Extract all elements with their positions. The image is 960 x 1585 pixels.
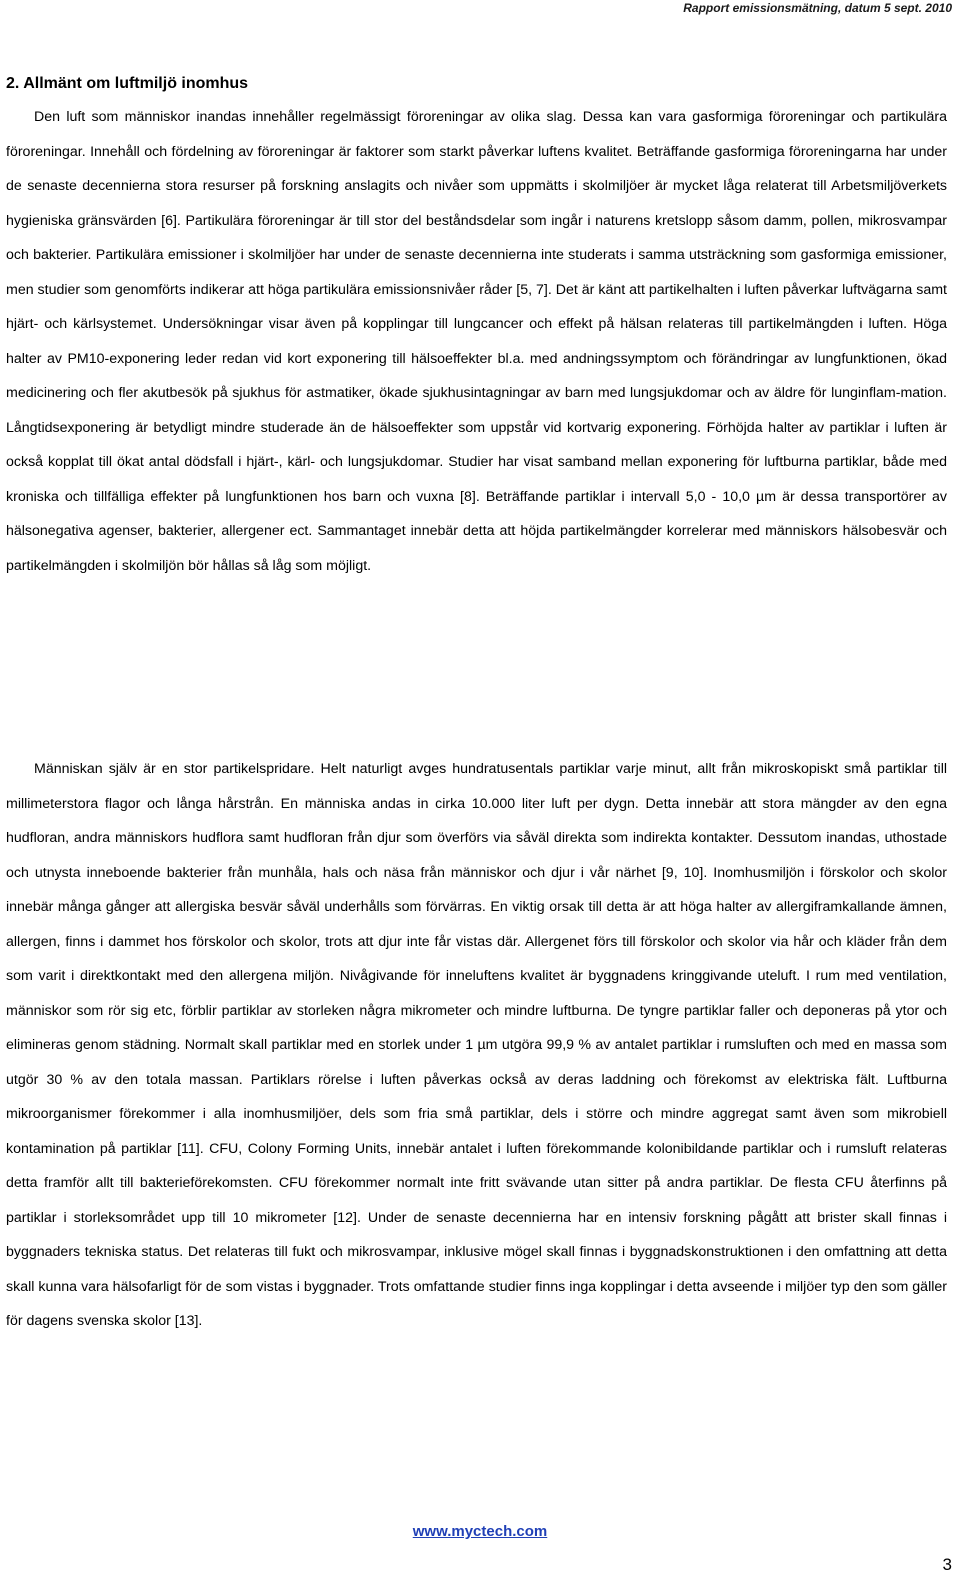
paragraph-text: Den luft som människor inandas innehåller regelmässigt föroreningar av olika slag. Dessa kan vara gasformiga föroreningar och partikulära föroreningar. Innehåll och fördelning av föroreningar är faktorer som starkt påverkar luftens kvalitet. Beträffande gasformiga föroreningarna har under de senaste decennierna stora resurser på forskning anslagits och nivåer som uppmätts i skolmiljöer är mycket låga relaterat till Arbetsmiljöverkets hygieniska gränsvärden [6]. Partikulära föroreningar är till stor del beståndsdelar som ingår i naturens kretslopp såsom damm, pollen, mikrosvampar och bakterier. Partikulära emissioner i skolmiljöer har under de senaste decennierna inte studerats i samma utsträckning som gasformiga emissioner, men studier som genomförts indikerar att höga partikulära emissionsnivåer råder [5, 7]. Det är känt att partikelhalten i luften påverkar luftvägarna samt hjärt- och kärlsystemet. Undersökningar visar även på kopplingar till lungcancer och effekt på hälsan relateras till partikelmängden i luften. Höga halter av PM10-exponering leder redan vid kort exponering till hälsoeffekter bl.a. med andningssymptom och förändringar av lungfunktionen, ökad medicinering och fler akutbesök på sjukhus för astmatiker, ökade sjukhusintagningar av barn med lungsjukdomar och av äldre för lunginflam-mation. Långtidsexponering är betydligt mindre studerade än de hälsoeffekter som uppstår vid kortvarig exponering. Förhöjda halter av partiklar i luften är också kopplat till ökat antal dödsfall i hjärt-, kärl- och lungsjukdomar. Studier har visat samband mellan exponering för luftburna partiklar, både med kroniska och tillfälliga effekter på lungfunktionen hos barn och vuxna [8]. Beträffande partiklar i intervall 5,0 - 10,0 µm är dessa transportörer av hälsonegativa agenser, bakterier, allergener ect. Sammantaget innebär detta att höjda partikelmängder korrelerar med människors hälsobesvär och partikelmängden i skolmiljön bör hållas så låg som möjligt. [6,109,947,574]
paragraph-text: Människan själv är en stor partikelspridare. Helt naturligt avges hundratusentals partiklar varje minut, allt från mikroskopiskt små partiklar till millimeterstora flagor och långa hårstrån. En människa andas in cirka 10.000 liter luft per dygn. Detta innebär att stora mängder av den egna hudfloran, andra människors hudflora samt hudfloran från djur som överförs via såväl direkta som indirekta kontakter. Dessutom inandas, uthostade och utnysta inneboende bakterier från munhåla, hals och näsa från människor och djur i vår närhet [9, 10]. Inomhusmiljön i förskolor och skolor innebär många gånger att allergiska besvär såväl underhålls som förvärras. En viktig orsak till detta är att höga halter av allergiframkallande ämnen, allergen, finns i dammet hos förskolor och skolor, trots att djur inte får vistas där. Allergenet förs till förskolor och skolor via hår och kläder från dem som varit i direktkontakt med den allergena miljön. Nivågivande för inneluftens kvalitet är byggnadens kringgivande uteluft. I rum med ventilation, människor som rör sig etc, förblir partiklar av storleken några mikrometer och mindre luftburna. De tyngre partiklar faller och deponeras på ytor och elimineras genom städning. Normalt skall partiklar med en storlek under 1 µm utgöra 99,9 % av antalet partiklar i rumsluften och med en massa som utgör 30 % av den totala massan. Partiklars rörelse i luften påverkas också av deras laddning och förekomst av elektriska fält. Luftburna mikroorganismer förekommer i alla inomhusmiljöer, dels som fria små partiklar, dels i större och mindre aggregat samt även som mikrobiell kontamination på partiklar [11]. CFU, Colony Forming Units, innebär antalet i luften förekommande kolonibildande partiklar och i rumsluft relateras detta framför allt till bakterieförekomsten. CFU förekommer normalt inte fritt svävande utan sitter på andra partiklar. De flesta CFU återfinns på partiklar i storleksområdet upp till 10 mikrometer [12]. Under de senaste decennierna har en intensiv forskning pågått att brister skall finnas i byggnaders tekniska status. Det relateras till fukt och mikrosvampar, inklusive mögel skall finnas i byggnadskonstruktionen i den omfattning att detta skall kunna vara hälsofarligt för de som vistas i byggnader. Trots omfattande studier finns inga kopplingar i detta avseende i miljöer typ den som gäller för dagens svenska skolor [13]. [6,761,947,1329]
page-number: 3 [942,1555,952,1574]
page-footer [0,1522,960,1542]
running-header: Rapport emissionsmätning, datum 5 sept. 2010 [683,1,952,15]
paragraph-particle-sources [6,752,947,1339]
website-link[interactable]: www.myctech.com [412,1523,548,1540]
section-heading: 2. Allmänt om luftmiljö inomhus [6,75,249,92]
paragraph-air-pollution [6,100,947,583]
